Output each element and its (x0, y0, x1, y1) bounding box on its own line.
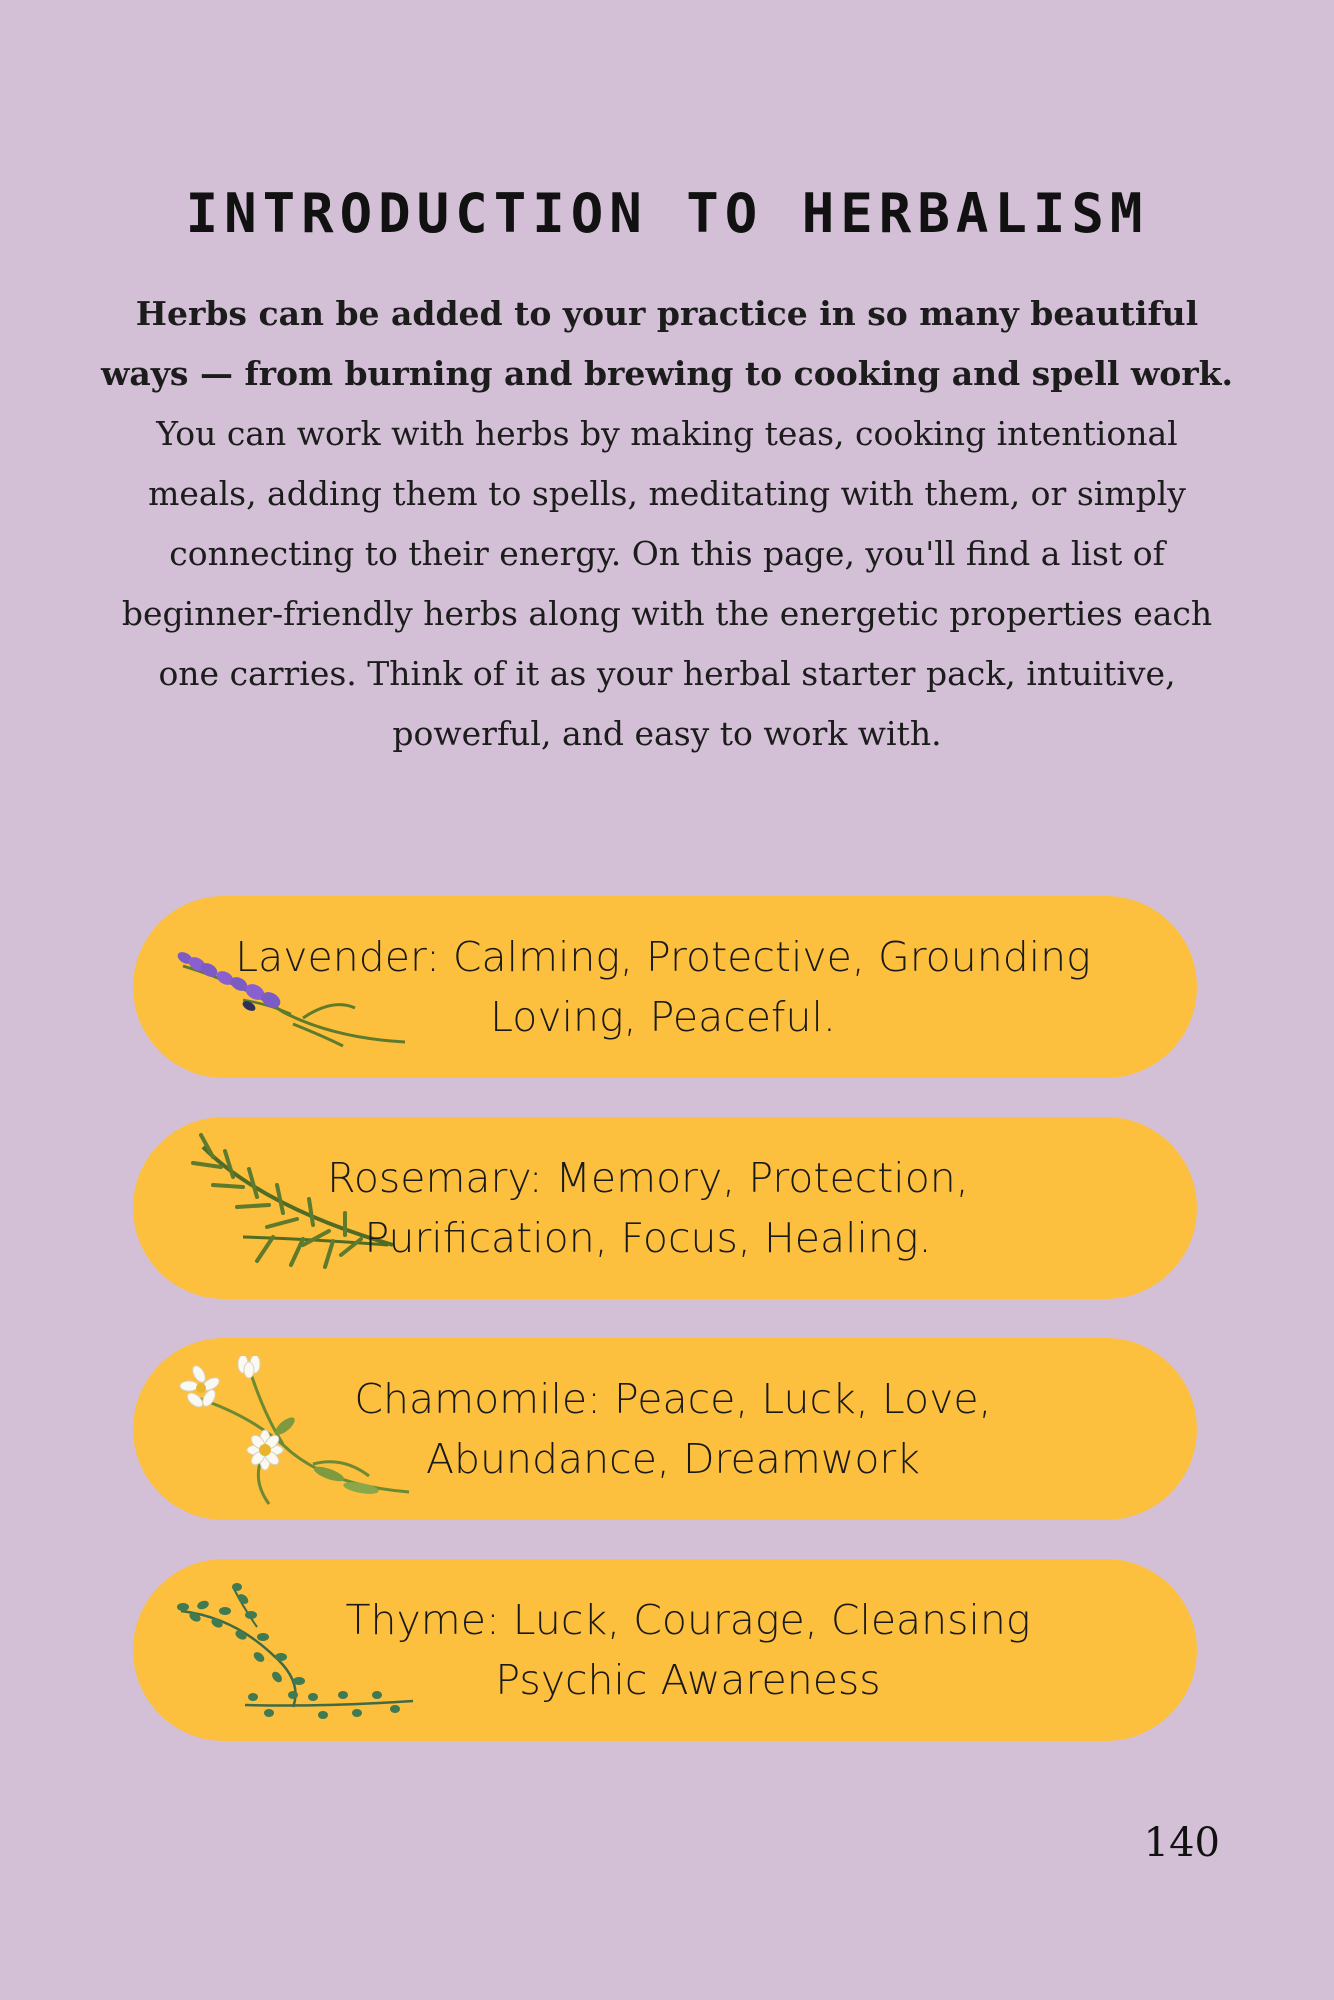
herb-properties-lavender (223, 896, 1103, 1078)
intro-paragraph (100, 284, 1234, 764)
herb-line-2: Abundance, Dreamwork (425, 1435, 921, 1483)
herb-line-2: Loving, Peaceful. (490, 993, 836, 1041)
herb-line-1: Chamomile: Peace, Luck, Love, (354, 1375, 992, 1423)
page-title: INTRODUCTION TO HERBALISM (185, 182, 1149, 245)
herb-line-2: Psychic Awareness (495, 1656, 881, 1704)
herb-card-chamomile (133, 1338, 1197, 1520)
intro-lead: Herbs can be added to your practice in so many beautiful ways — from burning and brewing to cooking and spell work. (100, 294, 1234, 393)
herb-card-thyme (133, 1559, 1197, 1741)
herb-line-1: Rosemary: Memory, Protection, (327, 1154, 969, 1202)
herb-line-1: Lavender: Calming, Protective, Grounding (235, 933, 1091, 981)
intro-body: You can work with herbs by making teas, cooking intentional meals, adding them to spells, meditating with them, or simply connecting to their energy. On this page, you'll find a list of beginner-friendly herbs along with the energetic properties each one carries. Think of it as your herbal starter pack, intuitive, powerful, and easy to work with. (121, 414, 1213, 753)
herb-line-2: Purification, Focus, Healing. (364, 1214, 932, 1262)
herb-card-rosemary (133, 1117, 1197, 1299)
herb-properties-chamomile (293, 1338, 1053, 1520)
page-number: 140 (1143, 1820, 1220, 1866)
herb-properties-thyme (293, 1559, 1083, 1741)
herb-line-1: Thyme: Luck, Courage, Cleansing (345, 1596, 1031, 1644)
herb-card-lavender (133, 896, 1197, 1078)
herb-properties-rosemary (253, 1117, 1043, 1299)
